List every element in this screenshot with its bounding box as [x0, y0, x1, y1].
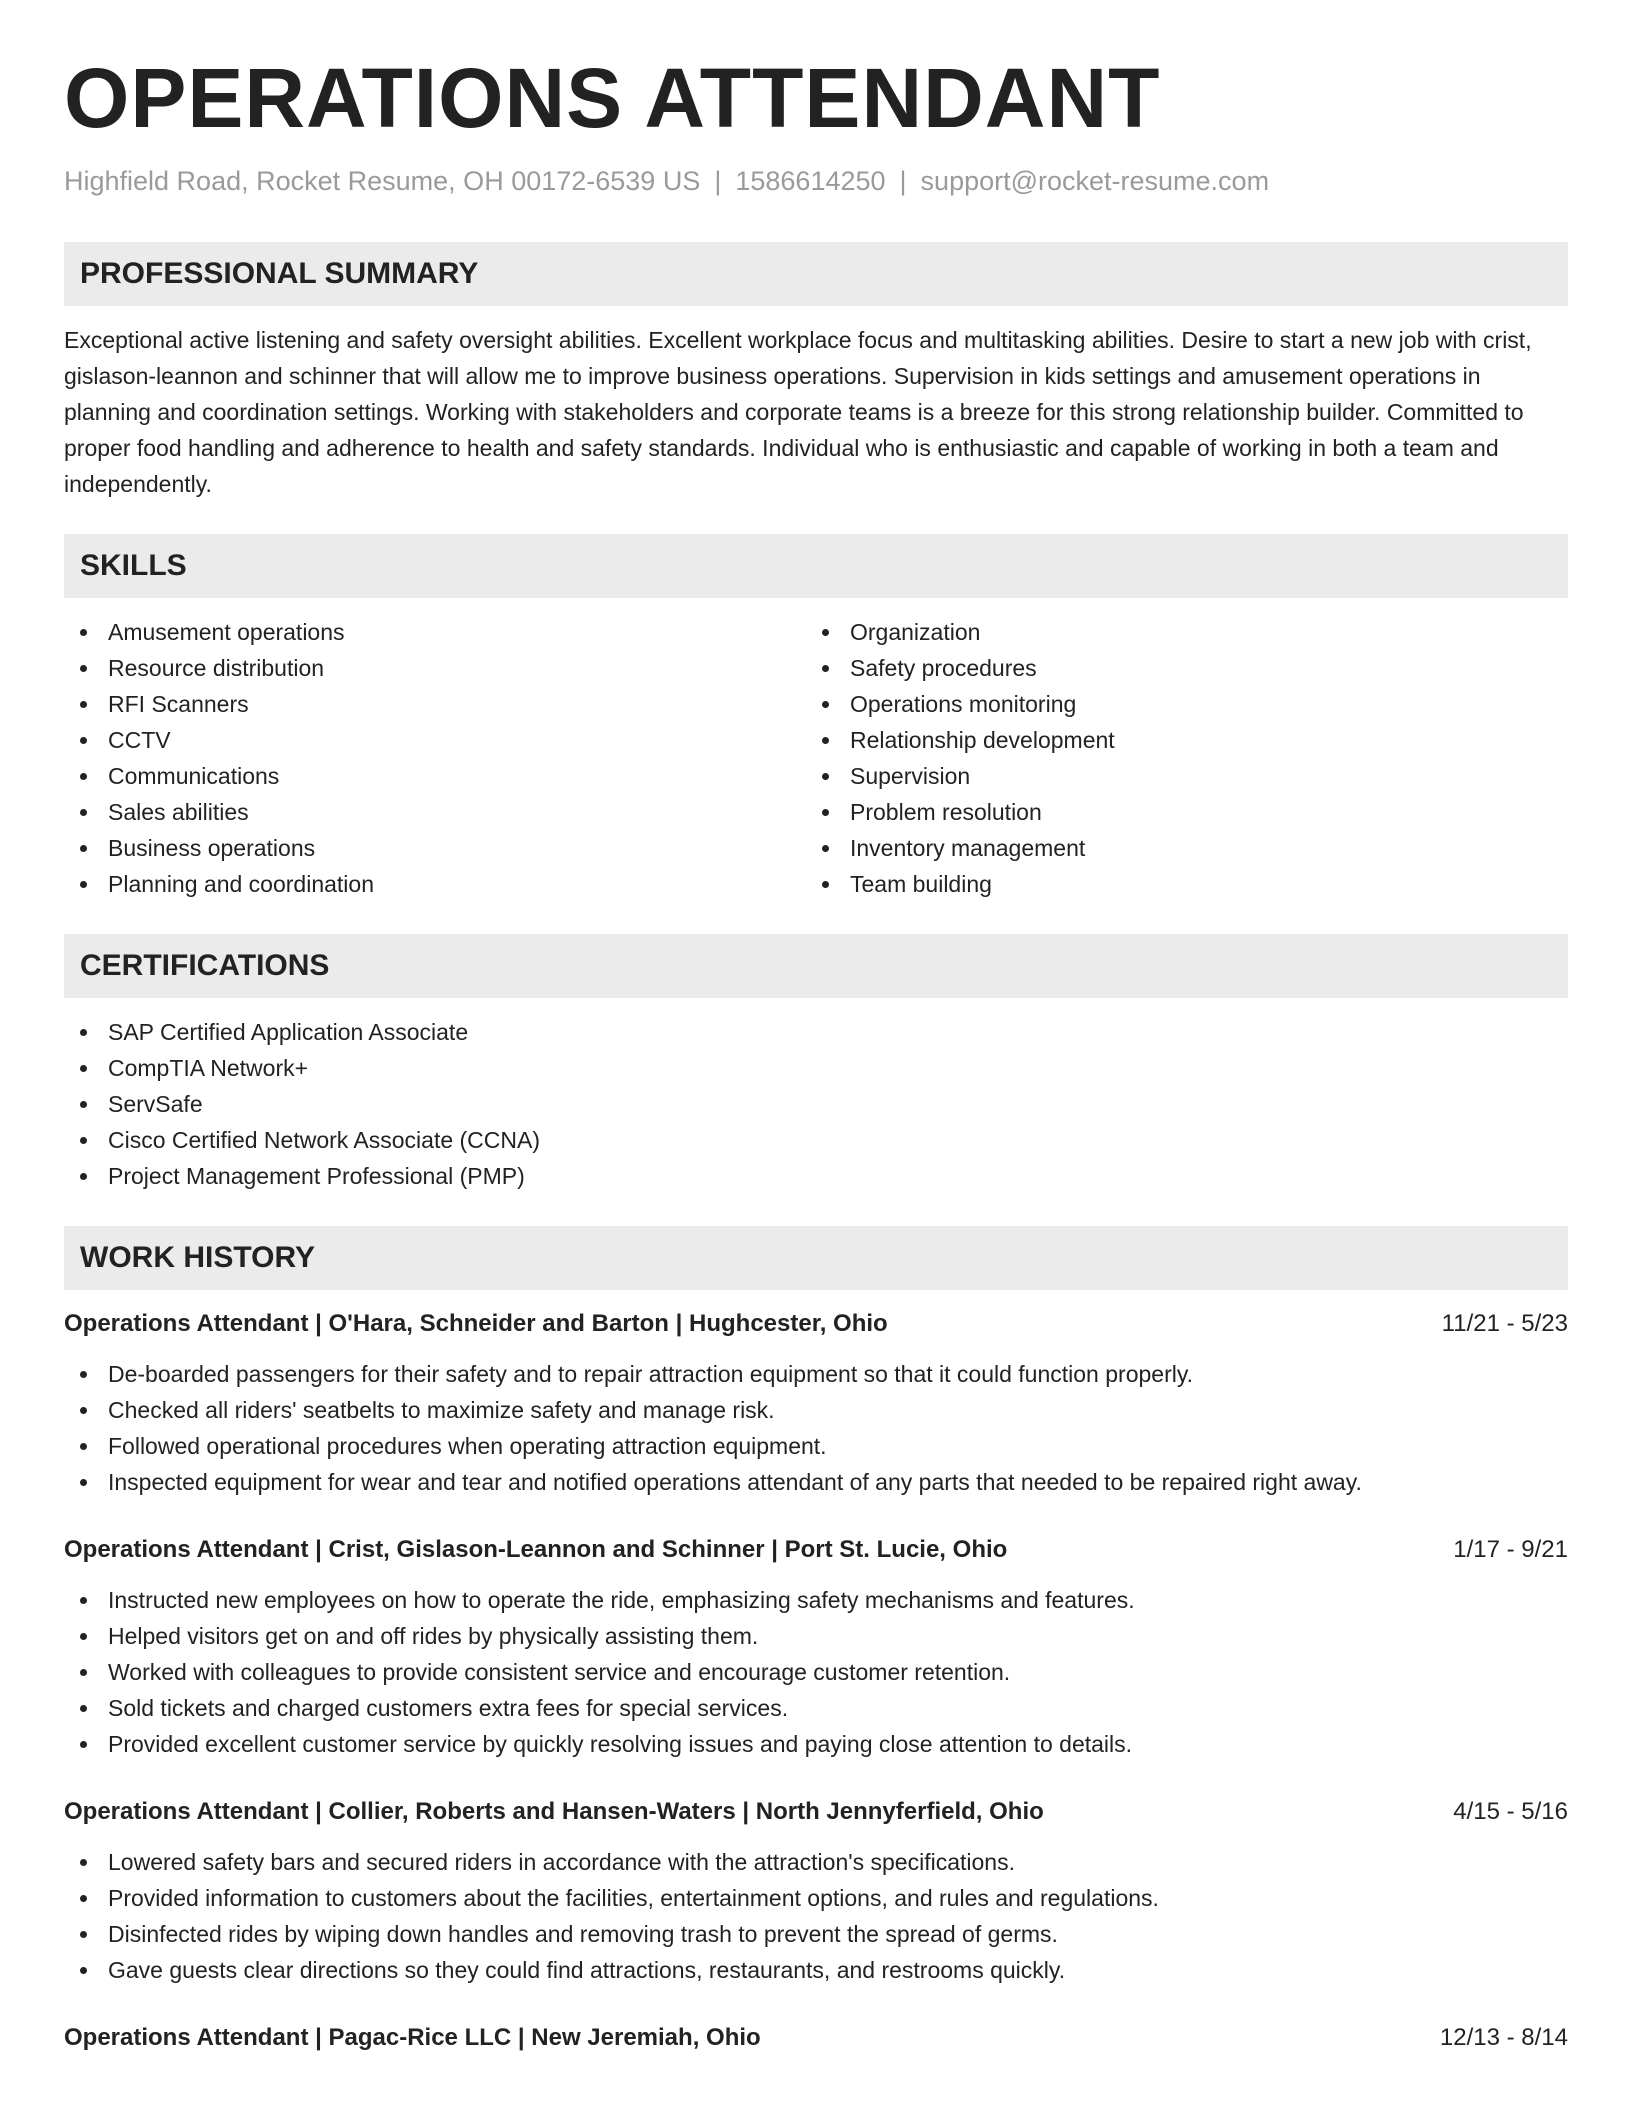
skills-grid	[64, 614, 1568, 902]
job-bullet: Inspected equipment for wear and tear and notified operations attendant of any parts that needed to be repaired right away.	[64, 1464, 1568, 1500]
skill-item: Communications	[64, 758, 806, 794]
skill-item: Sales abilities	[64, 794, 806, 830]
job-bullet: Disinfected rides by wiping down handles and removing trash to prevent the spread of germs.	[64, 1916, 1568, 1952]
job-dates: 12/13 - 8/14	[1439, 2024, 1568, 2051]
job-header	[64, 1532, 1568, 1568]
job-title: Operations Attendant | Pagac-Rice LLC | New Jeremiah, Ohio	[64, 2024, 761, 2051]
contact-separator: |	[899, 166, 907, 196]
resume-page	[64, 51, 1568, 2056]
certification-item: ServSafe	[64, 1086, 1568, 1122]
job-header	[64, 1794, 1568, 1830]
skill-item: Supervision	[806, 758, 1548, 794]
job-title: Operations Attendant | Crist, Gislason-Leannon and Schinner | Port St. Lucie, Ohio	[64, 1536, 1008, 1563]
job-title: Operations Attendant | O'Hara, Schneider and Barton | Hughcester, Ohio	[64, 1310, 888, 1337]
skill-item: Problem resolution	[806, 794, 1548, 830]
candidate-name: OPERATIONS ATTENDANT	[64, 51, 1161, 145]
job-header	[64, 1306, 1568, 1342]
certification-item: Cisco Certified Network Associate (CCNA)	[64, 1122, 1568, 1158]
job-bullet: Worked with colleagues to provide consistent service and encourage customer retention.	[64, 1654, 1568, 1690]
contact-phone: 1586614250	[735, 166, 886, 196]
skill-item: Inventory management	[806, 830, 1548, 866]
skill-item: Business operations	[64, 830, 806, 866]
skill-item: Amusement operations	[64, 614, 806, 650]
job-bullets	[64, 1582, 1568, 1762]
job-entry	[64, 1794, 1568, 1988]
job-bullets	[64, 1356, 1568, 1500]
job-dates: 11/21 - 5/23	[1441, 1310, 1568, 1337]
job-dates: 1/17 - 9/21	[1453, 1536, 1568, 1563]
certification-item: CompTIA Network+	[64, 1050, 1568, 1086]
job-title: Operations Attendant | Collier, Roberts and Hansen-Waters | North Jennyferfield, Ohio	[64, 1798, 1044, 1825]
job-bullet: Sold tickets and charged customers extra fees for special services.	[64, 1690, 1568, 1726]
job-bullet: Helped visitors get on and off rides by physically assisting them.	[64, 1618, 1568, 1654]
job-bullet: Checked all riders' seatbelts to maximize safety and manage risk.	[64, 1392, 1568, 1428]
contact-line	[64, 166, 1568, 197]
skill-item: Team building	[806, 866, 1548, 902]
job-bullet: Instructed new employees on how to operate the ride, emphasizing safety mechanisms and features.	[64, 1582, 1568, 1618]
job-bullet: Gave guests clear directions so they could find attractions, restaurants, and restrooms quickly.	[64, 1952, 1568, 1988]
contact-email[interactable]: support@rocket-resume.com	[920, 166, 1270, 196]
job-bullet: Provided excellent customer service by quickly resolving issues and paying close attention to details.	[64, 1726, 1568, 1762]
job-bullet: Followed operational procedures when operating attraction equipment.	[64, 1428, 1568, 1464]
job-dates: 4/15 - 5/16	[1453, 1798, 1568, 1825]
certification-item: SAP Certified Application Associate	[64, 1014, 1568, 1050]
job-bullets	[64, 1844, 1568, 1988]
section-heading-skills: SKILLS	[64, 534, 1568, 598]
skill-item: CCTV	[64, 722, 806, 758]
skill-item: Organization	[806, 614, 1548, 650]
job-header	[64, 2020, 1568, 2056]
certifications-list	[64, 1014, 1568, 1194]
job-bullet: Lowered safety bars and secured riders in accordance with the attraction's specifications.	[64, 1844, 1568, 1880]
job-bullet: Provided information to customers about the facilities, entertainment options, and rules and regulations.	[64, 1880, 1568, 1916]
job-bullet: De-boarded passengers for their safety and to repair attraction equipment so that it could function properly.	[64, 1356, 1568, 1392]
contact-address: Highfield Road, Rocket Resume, OH 00172-6539 US	[64, 166, 701, 196]
job-entry	[64, 2020, 1568, 2056]
skill-item: RFI Scanners	[64, 686, 806, 722]
skill-item: Resource distribution	[64, 650, 806, 686]
section-heading-summary: PROFESSIONAL SUMMARY	[64, 242, 1568, 306]
skill-item: Planning and coordination	[64, 866, 806, 902]
certification-item: Project Management Professional (PMP)	[64, 1158, 1568, 1194]
skills-column-left	[64, 614, 806, 902]
section-heading-work-history: WORK HISTORY	[64, 1226, 1568, 1290]
skill-item: Operations monitoring	[806, 686, 1548, 722]
job-entry	[64, 1532, 1568, 1762]
skill-item: Safety procedures	[806, 650, 1548, 686]
summary-text: Exceptional active listening and safety oversight abilities. Excellent workplace focus and multitasking abilities. Desire to start a new job with crist, gislason-leannon and schinner that will allow me to improve business operations. Supervision in kids settings and amusement operations in planning and coordination settings. Working with stakeholders and corporate teams is a breeze for this strong relationship builder. Committed to proper food handling and adherence to health and safety standards. Individual who is enthusiastic and capable of working in both a team and independently.	[64, 327, 1532, 497]
contact-separator: |	[714, 166, 722, 196]
job-entry	[64, 1306, 1568, 1500]
skill-item: Relationship development	[806, 722, 1548, 758]
section-heading-certifications: CERTIFICATIONS	[64, 934, 1568, 998]
skills-column-right	[806, 614, 1548, 902]
